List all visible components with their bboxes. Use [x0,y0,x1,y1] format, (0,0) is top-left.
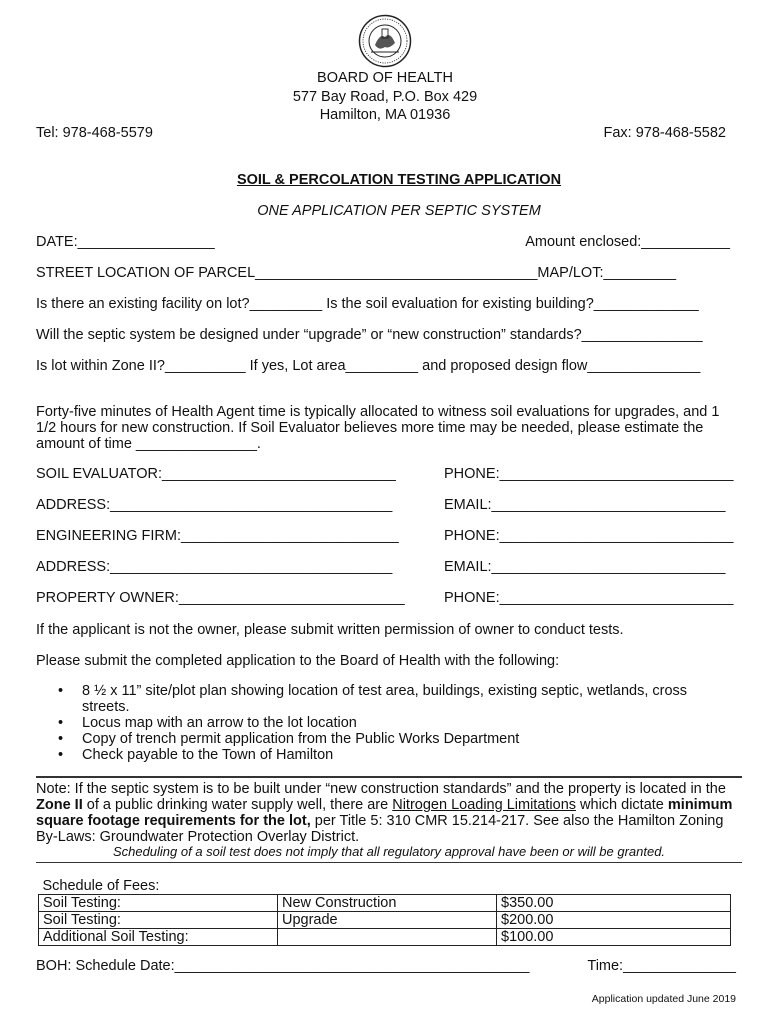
fee-label-cell: Soil Testing: [39,912,278,929]
revision-footer: Application updated June 2019 [591,993,736,1005]
list-item: • 8 ½ x 11” site/plot plan showing location of test area, buildings, existing septic, wetlands, cross streets. [58,683,738,715]
fee-type-cell: New Construction [278,895,497,912]
form-subtitle: ONE APPLICATION PER SEPTIC SYSTEM [257,203,541,219]
board-name: BOARD OF HEALTH [317,70,453,86]
soil-evaluator-address-field[interactable]: ADDRESS:___________________________________ [36,497,393,513]
table-row [39,912,731,929]
fee-price-cell: $200.00 [497,912,731,929]
divider [36,776,742,778]
schedule-date-field[interactable]: BOH: Schedule Date:____________________________________________ [36,958,530,974]
septic-design-standard-field[interactable]: Will the septic system be designed under “upgrade” or “new construction” standards?_______________ [36,327,703,343]
note-text: Note: If the septic system is to be built under “new construction standards” and the property is located in the [36,781,726,797]
note-text: per Title 5: 310 CMR 15.214-217. See also the Hamilton Zoning By-Laws: Groundwater Protection Overlay District. [36,813,724,845]
note-zone-bold: Zone II [36,797,83,813]
fax: Fax: 978-468-5582 [603,125,726,141]
fee-type-cell [278,929,497,946]
list-item: • Locus map with an arrow to the lot location [58,715,738,731]
zone-ii-note [36,781,744,845]
table-row [39,929,731,946]
address-line-2: Hamilton, MA 01936 [319,107,451,123]
engineering-firm-address-field[interactable]: ADDRESS:___________________________________ [36,559,393,575]
engineering-firm-phone-field[interactable]: PHONE:_____________________________ [444,528,734,544]
property-owner-phone-field[interactable]: PHONE:_____________________________ [444,590,734,606]
soil-evaluator-phone-field[interactable]: PHONE:_____________________________ [444,466,734,482]
zone-ii-field[interactable]: Is lot within Zone II?__________ If yes, Lot area_________ and proposed design flow______________ [36,358,701,374]
list-item: • Check payable to the Town of Hamilton [58,747,738,763]
address-line-1: 577 Bay Road, P.O. Box 429 [292,89,478,105]
scheduling-disclaimer: Scheduling of a soil test does not imply that all regulatory approval have been or will be granted. [112,844,666,859]
schedule-time-field[interactable]: Time:______________ [587,958,736,974]
amount-enclosed-field[interactable]: Amount enclosed:___________ [525,234,730,250]
fee-label-cell: Additional Soil Testing: [39,929,278,946]
engineering-firm-email-field[interactable]: EMAIL:_____________________________ [444,559,726,575]
town-seal-logo [358,14,412,68]
agent-time-paragraph: Forty-five minutes of Health Agent time is typically allocated to witness soil evaluations for upgrades, and 1 1/2 hours for new construction. If Soil Evaluator believes more time may be needed, please estimate the amount of time _______________. [36,404,720,452]
fee-label-cell: Soil Testing: [39,895,278,912]
soil-evaluator-email-field[interactable]: EMAIL:_____________________________ [444,497,726,513]
date-field[interactable]: DATE:_________________ [36,234,215,250]
engineering-firm-field[interactable]: ENGINEERING FIRM:___________________________ [36,528,399,544]
note-min-bold: minimum square footage requirements for the lot, [36,797,733,829]
divider [36,862,742,863]
requirements-list [58,683,738,763]
note-nitrogen-underline: Nitrogen Loading Limitations [392,797,577,813]
property-owner-field[interactable]: PROPERTY OWNER:____________________________ [36,590,405,606]
owner-permission-text: If the applicant is not the owner, please submit written permission of owner to conduct tests. [36,622,624,638]
list-item: • Copy of trench permit application from the Public Works Department [58,731,738,747]
fee-price-cell: $350.00 [497,895,731,912]
note-text: of a public drinking water supply well, there are [82,797,393,813]
fee-type-cell: Upgrade [278,912,497,929]
form-title: SOIL & PERCOLATION TESTING APPLICATION [236,172,562,188]
note-text: which dictate [576,797,668,813]
street-location-field[interactable]: STREET LOCATION OF PARCEL___________________________________MAP/LOT:_________ [36,265,677,281]
telephone: Tel: 978-468-5579 [36,125,153,141]
fee-schedule-heading: Schedule of Fees: [42,878,160,894]
fee-schedule-table [38,878,731,946]
fee-price-cell: $100.00 [497,929,731,946]
existing-facility-field[interactable]: Is there an existing facility on lot?_________ Is the soil evaluation for existing building?_____________ [36,296,699,312]
soil-evaluator-field[interactable]: SOIL EVALUATOR:_____________________________ [36,466,396,482]
table-row [39,895,731,912]
submit-intro-text: Please submit the completed application to the Board of Health with the following: [36,653,560,669]
